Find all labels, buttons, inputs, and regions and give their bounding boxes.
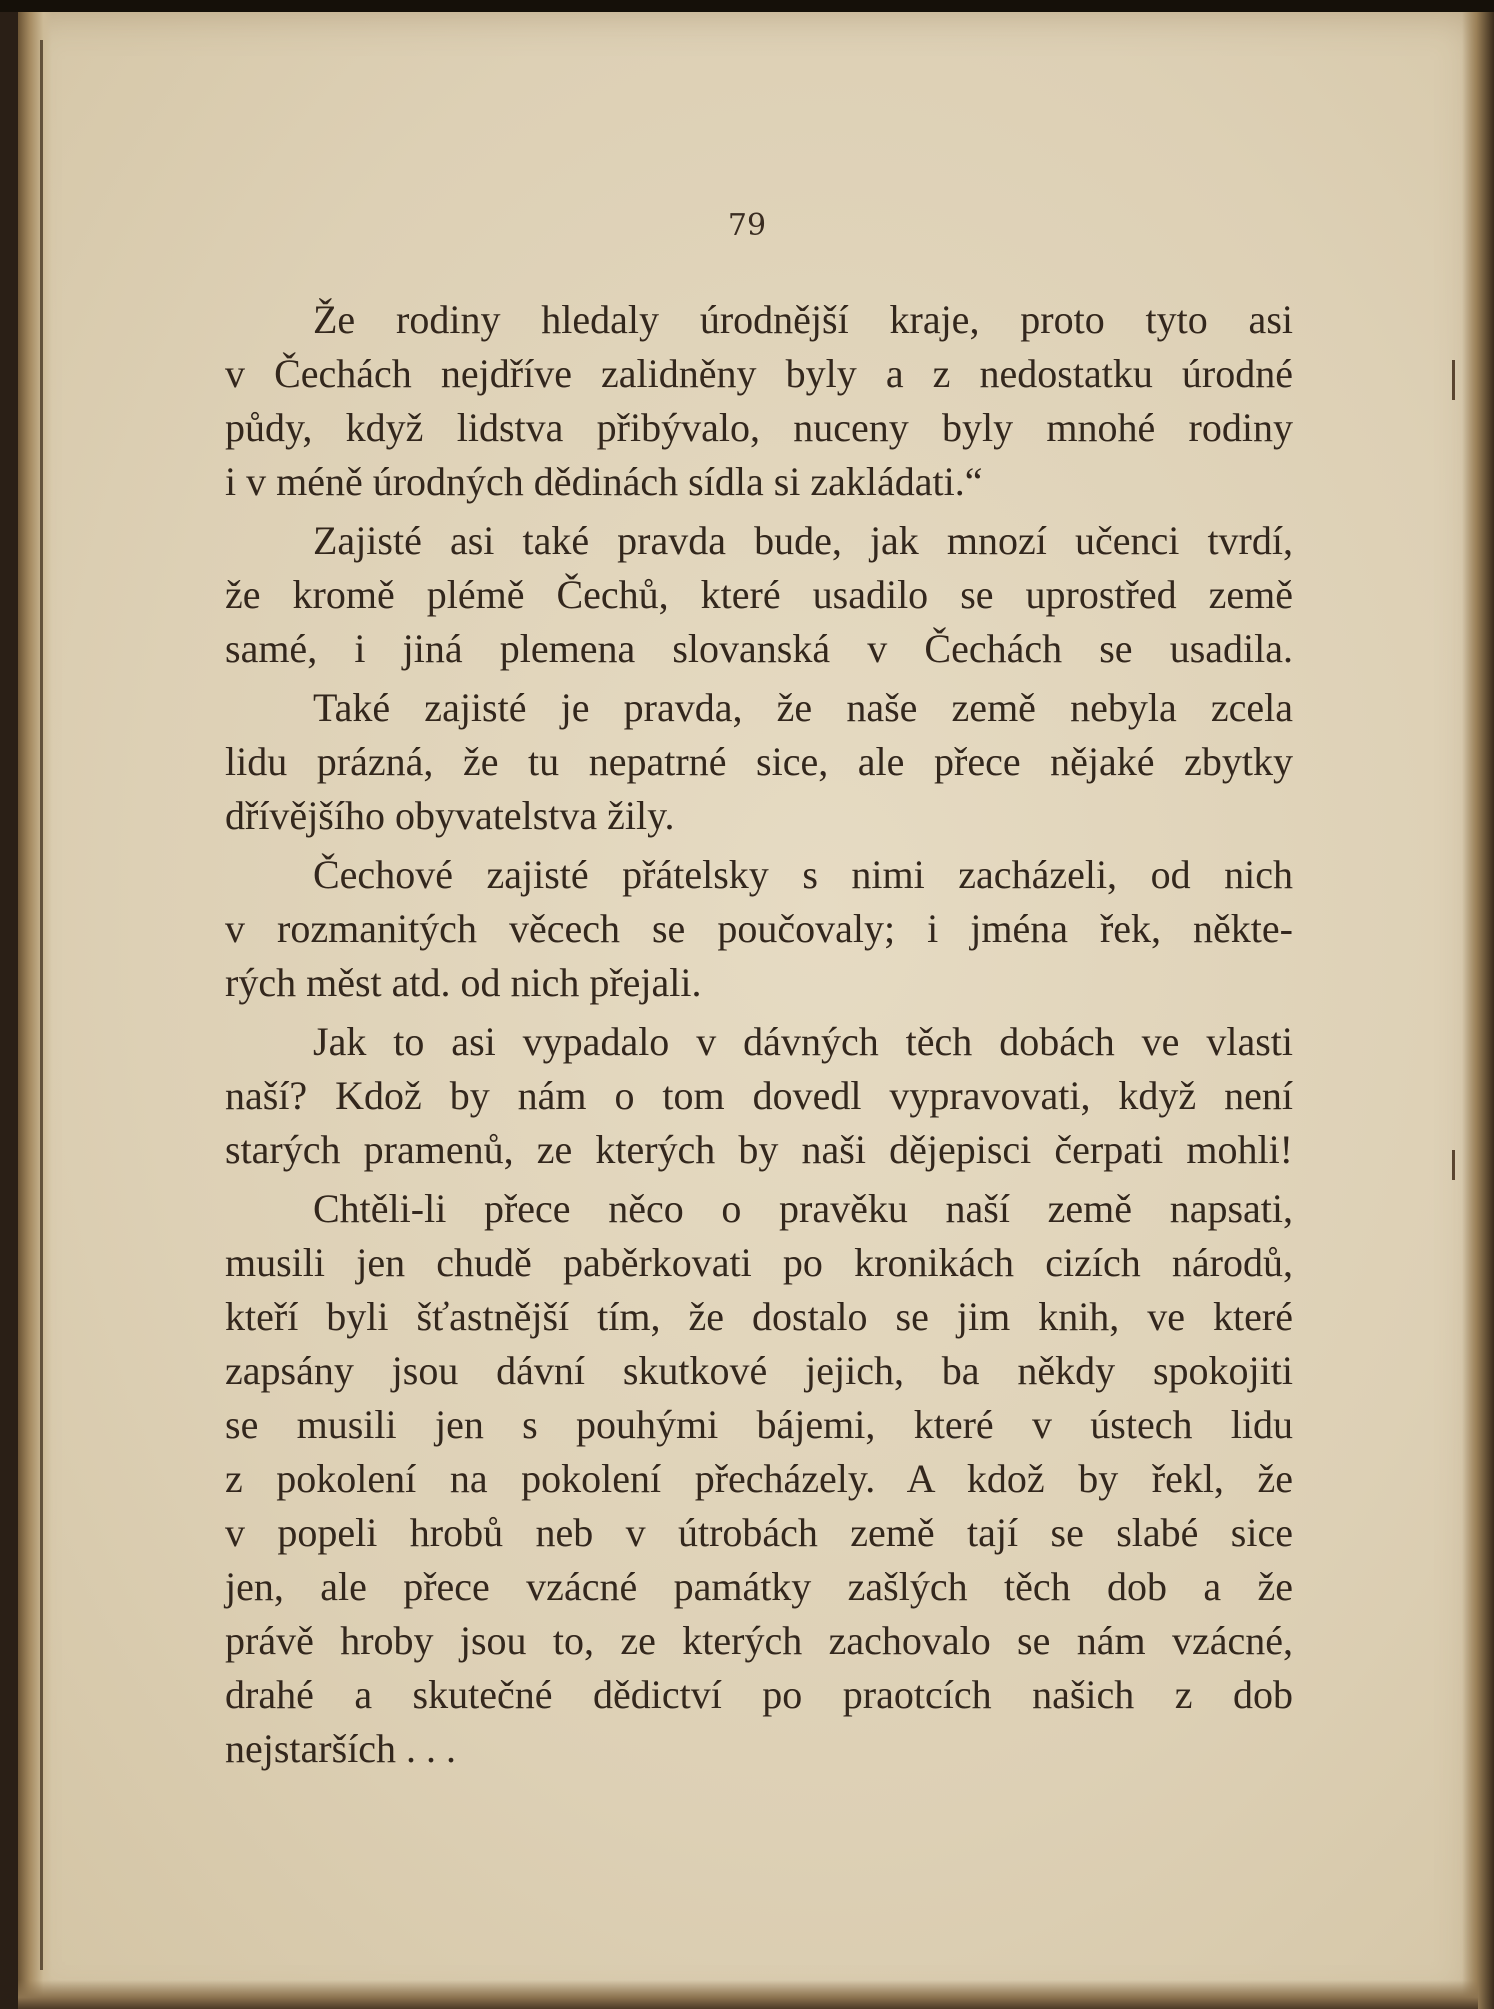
paragraph — [225, 1182, 1293, 1776]
text-line: samé, i jiná plemena slovanská v Čechách se usadila. — [225, 626, 1293, 671]
body-text — [225, 293, 1293, 1776]
page-number: 79 — [727, 208, 767, 243]
text-line: jen, ale přece vzácné památky zašlých těch dob a že — [225, 1564, 1293, 1609]
text-line: se musili jen s pouhými bájemi, které v ústech lidu — [225, 1402, 1293, 1447]
text-line: i v méně úrodných dědinách sídla si zakládati.“ — [225, 459, 983, 504]
text-line: naší? Kdož by nám o tom dovedl vypravovati, když není — [225, 1073, 1293, 1118]
text-line: dřívějšího obyvatelstva žily. — [225, 793, 675, 838]
paragraph — [225, 848, 1293, 1010]
text-line: právě hroby jsou to, ze kterých zachovalo se nám vzácné, — [225, 1618, 1293, 1663]
top-edge-shadow — [0, 0, 1494, 12]
text-line: nejstarších . . . — [225, 1726, 457, 1771]
paragraph — [225, 514, 1293, 676]
text-line: v rozmanitých věcech se poučovaly; i jména řek, někte- — [225, 906, 1293, 951]
paragraph — [225, 293, 1293, 509]
text-line: Zajisté asi také pravda bude, jak mnozí učenci tvrdí, — [313, 518, 1293, 563]
text-line: zapsány jsou dávní skutkové jejich, ba někdy spokojiti — [225, 1348, 1293, 1393]
text-line: Čechové zajisté přátelsky s nimi zacházeli, od nich — [313, 852, 1293, 897]
binding-gutter — [18, 12, 52, 2009]
text-line: Že rodiny hledaly úrodnější kraje, proto tyto asi — [313, 297, 1293, 342]
right-page-edge — [1462, 12, 1494, 2009]
edge-mark — [1452, 360, 1455, 400]
edge-mark — [1452, 1150, 1455, 1180]
paragraph — [225, 681, 1293, 843]
text-line: Jak to asi vypadalo v dávných těch dobách ve vlasti — [313, 1019, 1293, 1064]
bottom-page-edge — [18, 1980, 1478, 2009]
text-line: drahé a skutečné dědictví po praotcích našich z dob — [225, 1672, 1293, 1717]
text-line: v popeli hrobů neb v útrobách země tají se slabé sice — [225, 1510, 1293, 1555]
text-line: lidu prázná, že tu nepatrné sice, ale přece nějaké zbytky — [225, 739, 1293, 784]
text-line: půdy, když lidstva přibývalo, nuceny byly mnohé rodiny — [225, 405, 1293, 450]
text-line: musili jen chudě paběrkovati po kronikách cizích národů, — [225, 1240, 1293, 1285]
text-line: že kromě plémě Čechů, které usadilo se uprostřed země — [225, 572, 1293, 617]
text-line: kteří byli šťastnější tím, že dostalo se jim knih, ve které — [225, 1294, 1293, 1339]
text-line: v Čechách nejdříve zalidněny byly a z nedostatku úrodné — [225, 351, 1293, 396]
text-line: Chtěli-li přece něco o pravěku naší země napsati, — [313, 1186, 1293, 1231]
binding-fold-line — [40, 40, 43, 1970]
text-line: starých pramenů, ze kterých by naši dějepisci čerpati mohli! — [225, 1127, 1293, 1172]
text-line: z pokolení na pokolení přecházely. A kdož by řekl, že — [225, 1456, 1293, 1501]
text-line: rých měst atd. od nich přejali. — [225, 960, 702, 1005]
paragraph — [225, 1015, 1293, 1177]
text-line: Také zajisté je pravda, že naše země nebyla zcela — [313, 685, 1293, 730]
